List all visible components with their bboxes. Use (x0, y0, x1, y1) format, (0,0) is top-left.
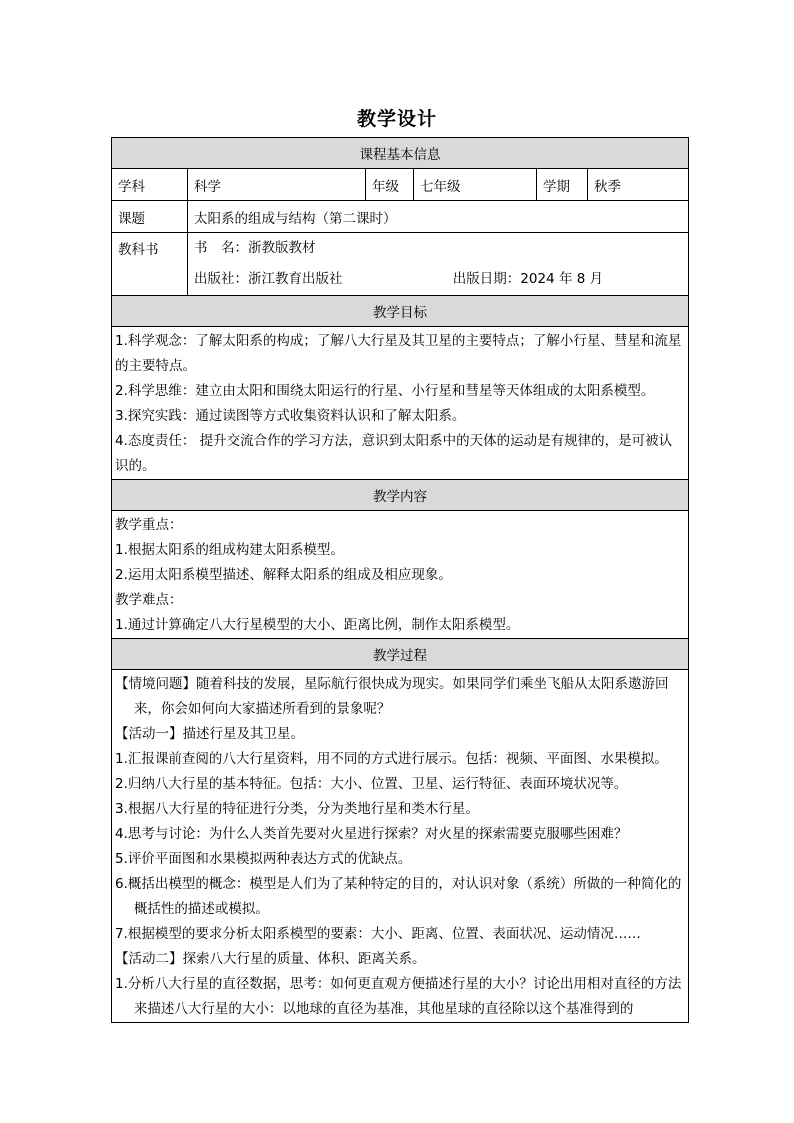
textbook-row (112, 233, 689, 296)
publisher-line (194, 264, 682, 295)
basic-info-header-row (112, 138, 689, 169)
activity-two-title: 【活动二】探索八大行星的质量、体积、距离关系。 (115, 951, 426, 967)
process-header-row (112, 639, 689, 670)
page-title: 教学设计 (356, 108, 437, 130)
activity-one-step: 6.概括出模型的概念：模型是人们为了某种特定的目的，对认识对象（系统）所做的一种简化的概括性的描述或模拟。 (115, 876, 682, 917)
objective-item: 2.科学思维：建立由太阳和围绕太阳运行的行星、小行星和彗星等天体组成的太阳系模型。 (115, 383, 655, 399)
content-box (112, 511, 689, 639)
subject-value: 科学 (188, 169, 366, 201)
topic-label: 课题 (112, 201, 188, 233)
subject-label: 学科 (112, 169, 188, 201)
key-point-item: 1.根据太阳系的组成构建太阳系模型。 (115, 542, 344, 558)
objectives-header-row (112, 296, 689, 327)
objective-item: 3.探究实践：通过读图等方式收集资料认识和了解太阳系。 (115, 408, 466, 424)
activity-one-step: 4.思考与讨论：为什么人类首先要对火星进行探索？对火星的探索需要克服哪些困难？ (115, 826, 628, 842)
difficulty-item: 1.通过计算确定八大行星模型的大小、距离比例，制作太阳系模型。 (115, 617, 520, 633)
activity-one-step: 3.根据八大行星的特征进行分类，分为类地行星和类木行星。 (115, 801, 479, 817)
activity-two-step: 1.分析八大行星的直径数据，思考：如何更直观方便描述行星的大小？讨论出用相对直径的方法来描述八大行星的大小：以地球的直径为基准，其他星球的直径除以这个基准得到的 (115, 976, 682, 1017)
book-name: 书 名：浙教版教材 (194, 240, 316, 256)
process-box (112, 670, 689, 1023)
activity-one-title: 【活动一】描述行星及其卫星。 (115, 726, 304, 742)
scenario-question: 【情境问题】随着科技的发展，星际航行很快成为现实。如果同学们乘坐飞船从太阳系遨游回来，你会如何向大家描述所看到的景象呢？ (115, 676, 669, 717)
process-row (112, 670, 689, 1023)
key-points-label: 教学重点： (115, 517, 183, 533)
textbook-details (188, 233, 689, 296)
process-header: 教学过程 (112, 639, 689, 670)
objectives-row (112, 327, 689, 480)
subject-row (112, 169, 689, 201)
objective-item: 1.科学观念：了解太阳系的构成；了解八大行星及其卫星的主要特点；了解小行星、彗星和流星的主要特点。 (115, 333, 682, 374)
lesson-plan-table (111, 137, 689, 1023)
textbook-label: 教科书 (112, 233, 188, 296)
objectives-box (112, 327, 689, 480)
activity-one-step: 1.汇报课前查阅的八大行星资料，用不同的方式进行展示。包括：视频、平面图、水果模拟。 (115, 751, 668, 767)
objective-item: 4.态度责任： 提升交流合作的学习方法，意识到太阳系中的天体的运动是有规律的，是可被认识的。 (115, 433, 673, 474)
grade-label: 年级 (366, 169, 414, 201)
content-header: 教学内容 (112, 480, 689, 511)
basic-info-header: 课程基本信息 (112, 138, 689, 169)
activity-one-step: 2.归纳八大行星的基本特征。包括：大小、位置、卫星、运行特征、表面环境状况等。 (115, 776, 628, 792)
difficulty-label: 教学难点： (115, 592, 183, 608)
activity-one-step: 7.根据模型的要求分析太阳系模型的要素：大小、距离、位置、表面状况、运动情况…… (115, 926, 641, 942)
key-point-item: 2.运用太阳系模型描述、解释太阳系的组成及相应现象。 (115, 567, 452, 583)
publish-date: 出版日期：2024 年 8 月 (452, 271, 604, 287)
topic-row (112, 201, 689, 233)
content-header-row (112, 480, 689, 511)
activity-one-step: 5.评价平面图和水果模拟两种表达方式的优缺点。 (115, 851, 412, 867)
objectives-header: 教学目标 (112, 296, 689, 327)
grade-value: 七年级 (414, 169, 537, 201)
publisher: 出版社：浙江教育出版社 (194, 271, 343, 287)
term-value: 秋季 (588, 169, 689, 201)
topic-value: 太阳系的组成与结构（第二课时） (188, 201, 689, 233)
term-label: 学期 (537, 169, 588, 201)
content-row (112, 511, 689, 639)
